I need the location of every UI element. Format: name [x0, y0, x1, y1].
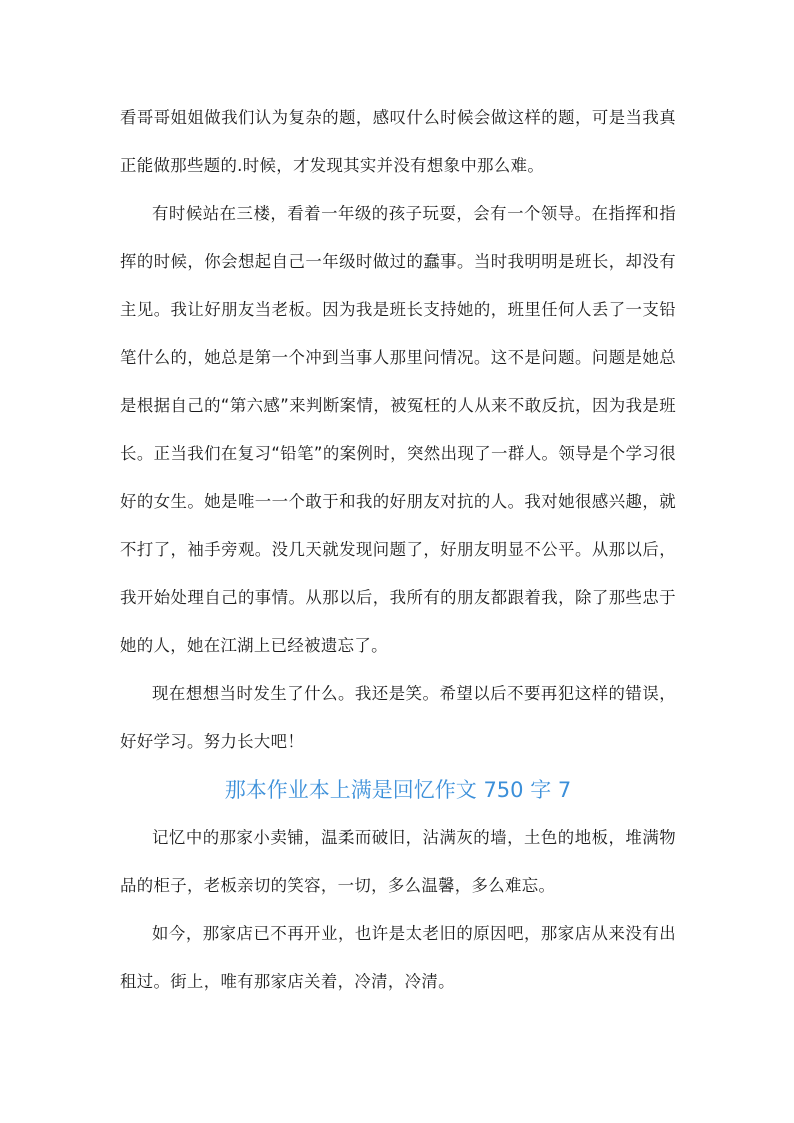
section-heading: 那本作业本上满是回忆作文 750 字 7 [224, 778, 572, 802]
paragraph-2: 有时候站在三楼，看着一年级的孩子玩耍，会有一个领导。在指挥和指挥的时候，你会想起自己一年级时做过的蠢事。当时我明明是班长，却没有主见。我让好朋友当老板。因为我是班长支持她的，班里任何人丢了一支铅笔什么的，她总是第一个冲到当事人那里问情况。这不是问题。问题是她总是根据自己的“第六感”来判断案情，被冤枉的人从来不敢反抗，因为我是班长。正当我们在复习“铅笔”的案例时，突然出现了一群人。领导是个学习很好的女生。她是唯一一个敢于和我的好朋友对抗的人。我对她很感兴趣，就不打了，袖手旁观。没几天就发现问题了，好朋友明显不公平。从那以后，我开始处理自己的事情。从那以后，我所有的朋友都跟着我，除了那些忠于她的人，她在江湖上已经被遗忘了。 [120, 204, 676, 655]
paragraph-1: 看哥哥姐姐做我们认为复杂的题，感叹什么时候会做这样的题，可是当我真正能做那些题的.时候，才发现其实并没有想象中那么难。 [120, 108, 676, 175]
paragraph-3: 现在想想当时发生了什么。我还是笑。希望以后不要再犯这样的错误，好好学习。努力长大吧！ [120, 684, 676, 751]
document-page [120, 94, 676, 1006]
paragraph-4: 记忆中的那家小卖铺，温柔而破旧，沾满灰的墙，土色的地板，堆满物品的柜子，老板亲切的笑容，一切，多么温馨，多么难忘。 [120, 828, 676, 895]
paragraph-5: 如今，那家店已不再开业，也许是太老旧的原因吧，那家店从来没有出租过。街上，唯有那家店关着，冷清，冷清。 [120, 924, 676, 991]
